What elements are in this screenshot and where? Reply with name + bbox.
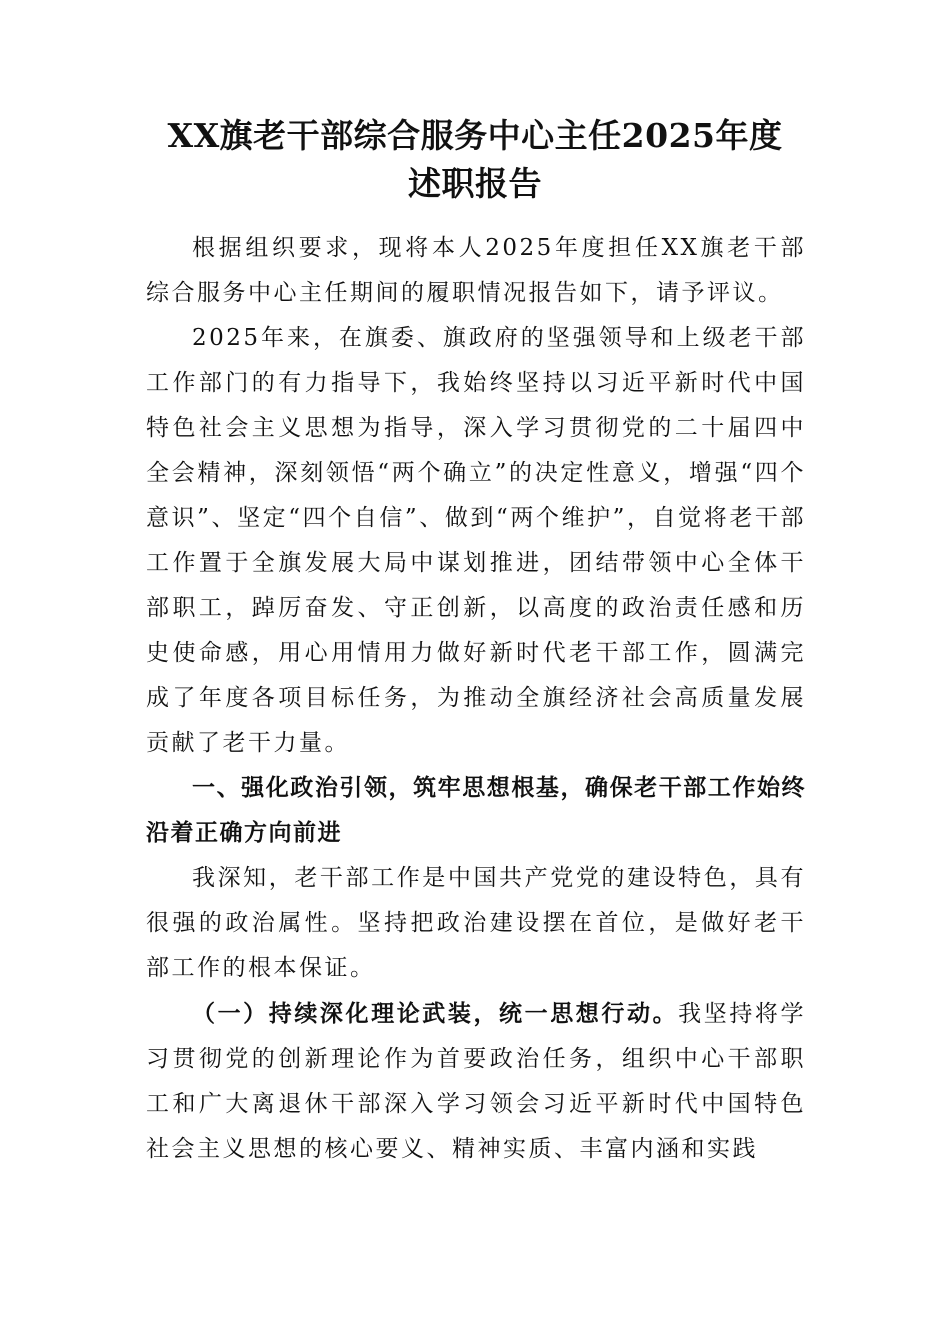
subsection-1-lead: （一）持续深化理论武装，统一思想行动。 bbox=[192, 1000, 679, 1027]
section-heading-1: 一、强化政治引领，筑牢思想根基，确保老干部工作始终沿着正确方向前进 bbox=[146, 775, 806, 846]
paragraph-section-1-intro: 我深知，老干部工作是中国共产党党的建设特色，具有很强的政治属性。坚持把政治建设摆在首位，是做好老干部工作的根本保证。 bbox=[146, 865, 806, 981]
paragraph-intro: 根据组织要求，现将本人2025年度担任XX旗老干部综合服务中心主任期间的履职情况报告如下，请予评议。 bbox=[146, 235, 806, 306]
page-title bbox=[100, 112, 850, 208]
paragraph-subsection-1 bbox=[146, 991, 806, 1172]
subsection-1-text: 我坚持将学习贯彻党的创新理论作为首要政治任务，组织中心干部职工和广大离退休干部深入学习领会习近平新时代中国特色社会主义思想的核心要义、精神实质、丰富内涵和实践 bbox=[146, 1001, 807, 1162]
title-line-1: XX旗老干部综合服务中心主任2025年度 bbox=[167, 116, 783, 155]
paragraph-overview: 2025年来，在旗委、旗政府的坚强领导和上级老干部工作部门的有力指导下，我始终坚持以习近平新时代中国特色社会主义思想为指导，深入学习贯彻党的二十届四中全会精神，深刻领悟“两个确立”的决定性意义，增强“四个意识”、坚定“四个自信”、做到“两个维护”，自觉将老干部工作置于全旗发展大局中谋划推进，团结带领中心全体干部职工，踔厉奋发、守正创新，以高度的政治责任感和历史使命感，用心用情用力做好新时代老干部工作，圆满完成了年度各项目标任务，为推动全旗经济社会高质量发展贡献了老干力量。 bbox=[146, 325, 806, 756]
title-line-2: 述职报告 bbox=[408, 164, 542, 203]
document-body bbox=[146, 226, 806, 1172]
